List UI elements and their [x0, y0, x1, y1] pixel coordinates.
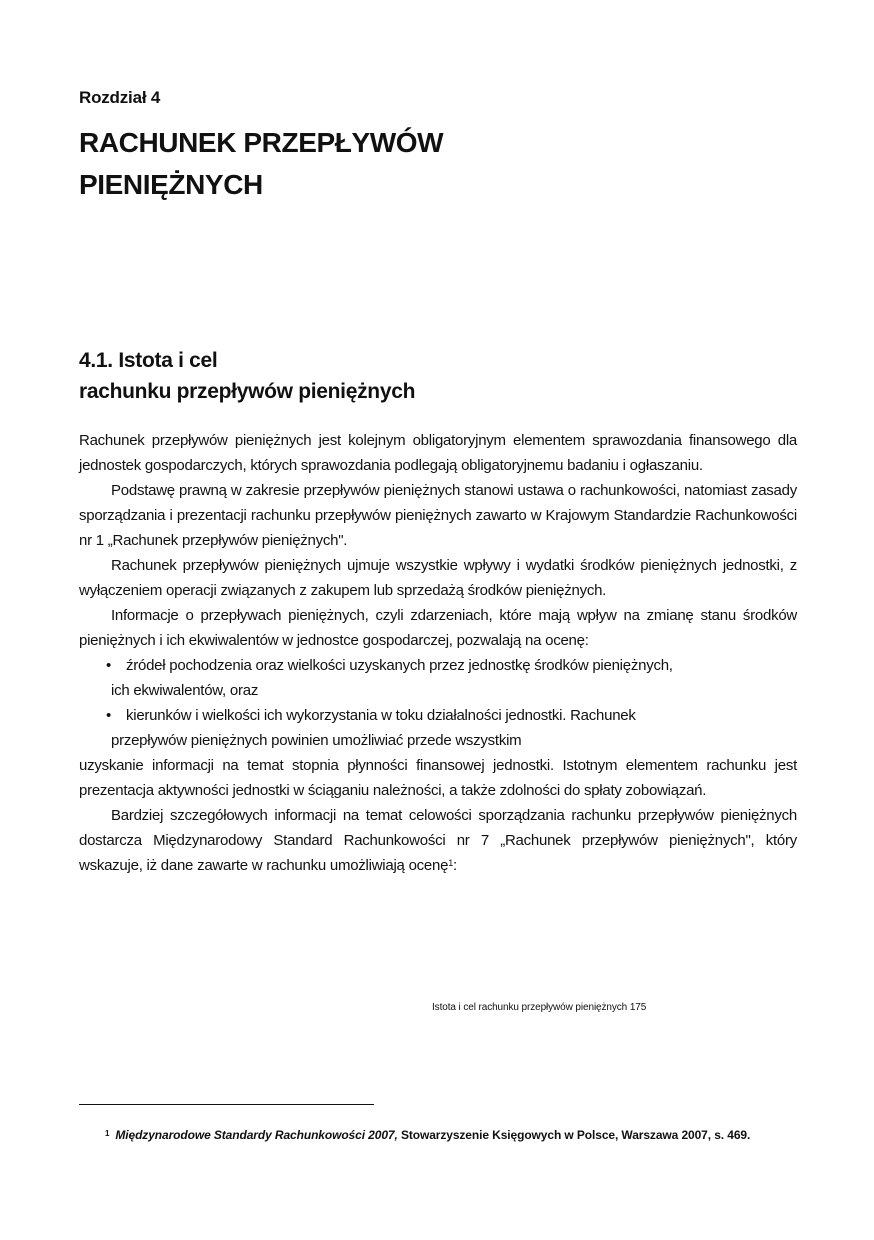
footnote-source-details: Stowarzyszenie Księgowych w Polsce, Warszawa 2007, s. 469.	[397, 1128, 751, 1142]
chapter-title-line-2: PIENIĘŻNYCH	[79, 169, 263, 200]
section-title	[79, 345, 779, 407]
body-text	[79, 428, 797, 878]
paragraph-3: Rachunek przepływów pieniężnych ujmuje wszystkie wpływy i wydatki środków pieniężnych jednostki, z wyłączeniem operacji związanych z zakupem lub sprzedażą środków pieniężnych.	[79, 557, 797, 599]
footnote-divider	[79, 1104, 374, 1105]
paragraph-2: Podstawę prawną w zakresie przepływów pieniężnych stanowi ustawa o rachunkowości, natomiast zasady sporządzania i prezentacji rachunku przepływów pieniężnych zawarto w Krajowym Standardzie Rachunkowości nr 1 „Rachunek przepływów pieniężnych".	[79, 482, 797, 549]
bullet-item-1: • źródeł pochodzenia oraz wielkości uzyskanych przez jednostkę środków pieniężnych,	[106, 653, 797, 678]
footnote-reference[interactable]: 1	[448, 858, 453, 868]
paragraph-6	[79, 803, 797, 878]
section-title-line-2: rachunku przepływów pieniężnych	[79, 380, 416, 403]
footnote-number: 1	[105, 1129, 110, 1138]
section-title-line-1: 4.1. Istota i cel	[79, 349, 218, 372]
paragraph-6-text: Bardziej szczegółowych informacji na temat celowości sporządzania rachunku przepływów pieniężnych dostarcza Międzynarodowy Standard Rachunkowości nr 7 „Rachunek przepływów pieniężnych", który wskazuje, iż dane zawarte w rachunku umożliwiają ocenę	[79, 807, 797, 874]
bullet-item-2: • kierunków i wielkości ich wykorzystania w toku działalności jednostki. Rachunek	[106, 703, 797, 728]
footnote	[79, 1124, 797, 1146]
paragraph-1: Rachunek przepływów pieniężnych jest kolejnym obligatoryjnym elementem sprawozdania finansowego dla jednostek gospodarczych, których sprawozdania podlegają obligatoryjnemu badaniu i ogłaszaniu.	[79, 432, 797, 474]
chapter-title	[79, 122, 779, 206]
paragraph-4: Informacje o przepływach pieniężnych, czyli zdarzeniach, które mają wpływ na zmianę stanu środków pieniężnych i ich ekwiwalentów w jednostce gospodarczej, pozwalają na ocenę:	[79, 607, 797, 649]
chapter-label: Rozdział 4	[79, 88, 161, 107]
footnote-source-title: Międzynarodowe Standardy Rachunkowości 2007,	[115, 1128, 398, 1142]
paragraph-6-end: :	[452, 857, 457, 874]
bullet-list	[79, 653, 797, 678]
paragraph-5: uzyskanie informacji na temat stopnia płynności finansowej jednostki. Istotnym elementem rachunku jest prezentacja aktywności jednostki w ściąganiu należności, a także zdolności do spłaty zobowiązań.	[79, 757, 797, 799]
bullet-item-2-continuation: przepływów pieniężnych powinien umożliwiać przede wszystkim	[111, 732, 522, 749]
running-head: Istota i cel rachunku przepływów pieniężnych 175	[432, 1002, 647, 1013]
chapter-title-line-1: RACHUNEK PRZEPŁYWÓW	[79, 127, 444, 158]
bullet-list-2	[79, 703, 797, 728]
bullet-item-1-continuation: ich ekwiwalentów, oraz	[111, 682, 259, 699]
